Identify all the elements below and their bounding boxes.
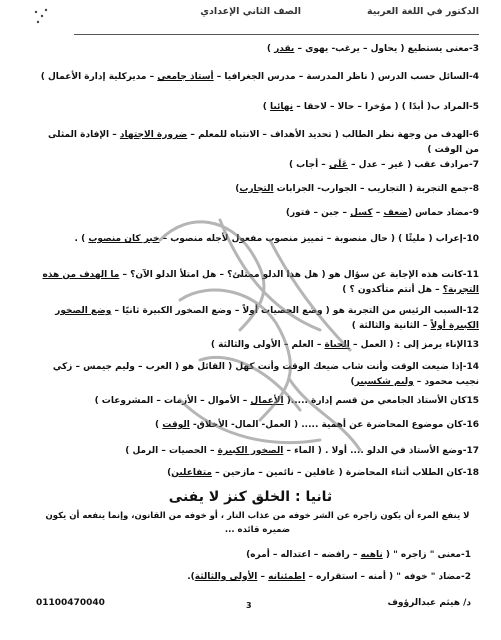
question-item xyxy=(36,360,479,390)
decorative-dots-icon xyxy=(30,6,60,36)
question-text: – العلم – الأولى والثالثة ) xyxy=(210,340,325,350)
answer-highlight: متفاعلين xyxy=(171,468,212,478)
answer-highlight: أستاذ جامعي xyxy=(157,72,214,82)
answer-highlight: اطمئنانه xyxy=(268,572,306,582)
question-text: – جبن – فتور) xyxy=(285,208,351,218)
question-item xyxy=(36,268,479,298)
page-header xyxy=(70,6,479,34)
question-item xyxy=(36,338,479,353)
teacher-title: الدكتور في اللغة العربية xyxy=(366,6,479,17)
question-text: 6-الهدف من وجهة نظر الطالب ( تحديد الأهداف – الانتباه للمعلم – xyxy=(187,130,479,140)
question-text: 7-مرادف عقب ( غير – عدل – xyxy=(347,160,479,170)
question-text: 8-جمع التجربة ( التجاريب – الجوارب- الجرابات xyxy=(273,184,479,194)
question-text: ). xyxy=(187,572,195,582)
section-title: ثانيا : الخلق كنز لا يفنى xyxy=(168,489,333,505)
question-text: ) . xyxy=(74,234,89,244)
question-item xyxy=(36,206,479,221)
question-item xyxy=(36,466,479,481)
question-text: 15كان الأستاذ الجامعي من قسم إدارة .....( xyxy=(283,396,479,406)
question-item xyxy=(36,304,479,334)
answer-highlight: وليم شكسبير xyxy=(354,377,414,387)
answer-highlight: وضع الصخور الكبيرة أولاً xyxy=(55,306,479,331)
question-item xyxy=(36,42,479,57)
question-text: – الحصيات – الرمل ) xyxy=(125,446,218,456)
answer-highlight: ضعف xyxy=(383,208,408,218)
question-text: – مديركلية إدارة الأعمال ) xyxy=(40,72,158,82)
answer-highlight: الصخور الكبيرة xyxy=(217,446,284,456)
question-text: 5-المراد ب( أبدًا ) ( مؤخرا – حالا – لاحقا – xyxy=(293,102,479,112)
question-text: 2-مضاد " خوفه " ( أمنه – استقراره – xyxy=(305,572,471,582)
question-text: ) xyxy=(350,377,355,387)
question-text: 12-السبب الرئيس من التجربة هو ( وضع الحصيات أولاً – وضع الصخور الكبيرة ثانيًا – xyxy=(111,306,479,316)
question-text: – الأموال – الأزمات – المشروعات ) xyxy=(94,396,251,406)
answer-item xyxy=(60,570,471,584)
question-item xyxy=(36,158,479,173)
question-item xyxy=(36,100,479,115)
question-text: – أجاب ) xyxy=(288,160,329,170)
question-text: 1-معنى " زاجره " ( xyxy=(382,550,471,560)
question-text: 16-كان موضوع المحاضرة عن أهمية ..... ( العمل- المال- الأخلاق- xyxy=(189,420,479,430)
question-text: – xyxy=(372,208,384,218)
question-text: 11-كانت هذه الإجابة عن سؤال هو ( هل هذا الدلو ممتلئ؟ – هل امتلأ الدلو الآن؟ – xyxy=(119,270,479,280)
answer-highlight: ناهيه xyxy=(360,550,383,560)
page-number: 3 xyxy=(246,601,252,610)
answer-highlight: نهائيا xyxy=(269,102,294,112)
question-text: ) xyxy=(167,468,172,478)
answer-highlight: الأعمال xyxy=(250,396,284,406)
answer-item xyxy=(60,548,471,562)
question-text: 13الإناء يرمز إلى : ( العمل – xyxy=(349,340,479,350)
question-item xyxy=(36,232,479,247)
question-text: 3-معنى يستطيع ( يحاول – يرغب- يهوى – xyxy=(294,44,479,54)
grade-label: الصف الثاني الإعدادي xyxy=(200,6,301,17)
answer-highlight: ضرورة الاجتهاد xyxy=(119,130,188,140)
answer-highlight: كسل xyxy=(350,208,373,218)
question-item xyxy=(36,444,479,459)
phone-number: 01100470040 xyxy=(36,598,105,608)
answer-highlight: الحياة xyxy=(324,340,350,350)
answer-highlight: عَلَى xyxy=(328,160,348,170)
question-text: – الثانية والثالثة ) xyxy=(351,321,431,331)
question-text: 17-وضع الأستاذ في الدلو .... أولا . ( الماء – xyxy=(283,446,479,456)
question-text: – رافضه – اعتداله – أمره) xyxy=(246,550,361,560)
answer-highlight: التجارب xyxy=(239,184,274,194)
question-text: 18-كان الطلاب أثناء المحاضرة ( غافلين – نائمين – مازحين – xyxy=(211,468,479,478)
question-text: ) xyxy=(235,184,240,194)
question-text: 4-السائل حسب الدرس ( ناظر المدرسة – مدرس الجغرافيا – xyxy=(213,72,479,82)
answer-highlight: الوقت xyxy=(162,420,190,430)
answer-highlight: خبر كان منصوب xyxy=(88,234,160,244)
question-text: ) xyxy=(266,44,275,54)
author-name: د/ هيثم عبدالرؤوف xyxy=(387,598,471,608)
section-intro: لا ينفع المرء أن يكون زاجره عن الشر خوفه من عذاب النار ، أو خوفه من القانون، وإنما ينفعه أن يكون ضميره قائده ... xyxy=(45,511,470,535)
question-text: 9-مضاد حماس ( xyxy=(407,208,479,218)
question-text: – هل أنتم متأكدون ؟ ) xyxy=(342,285,443,295)
question-text: ) xyxy=(155,420,163,430)
question-item xyxy=(36,70,479,85)
question-item xyxy=(36,418,479,433)
answer-highlight: الأولى والثالثة xyxy=(194,572,258,582)
question-item xyxy=(36,182,479,197)
question-text: – xyxy=(257,572,269,582)
question-text: ) xyxy=(262,102,270,112)
question-text: 10-إعراب ( مليئًا ) ( حال منصوبة – تمييز منصوب مفعول لأجله منصوب – xyxy=(159,234,479,244)
question-text: 14-إذا ضيعت الوقت وأنت شاب ضيعك الوقت وأنت كهل ( القائل هو ( العرب – وليم جيمس – زكي نجيب محمود – xyxy=(52,362,479,387)
question-item xyxy=(36,394,479,409)
header-divider xyxy=(74,34,479,35)
question-text: – الإفادة المثلى من الوقت ) xyxy=(48,130,479,155)
answer-highlight: ما الهدف من هذه التجربة؟ xyxy=(42,270,479,295)
question-item xyxy=(36,128,479,158)
answer-highlight: يقدر xyxy=(274,44,295,54)
